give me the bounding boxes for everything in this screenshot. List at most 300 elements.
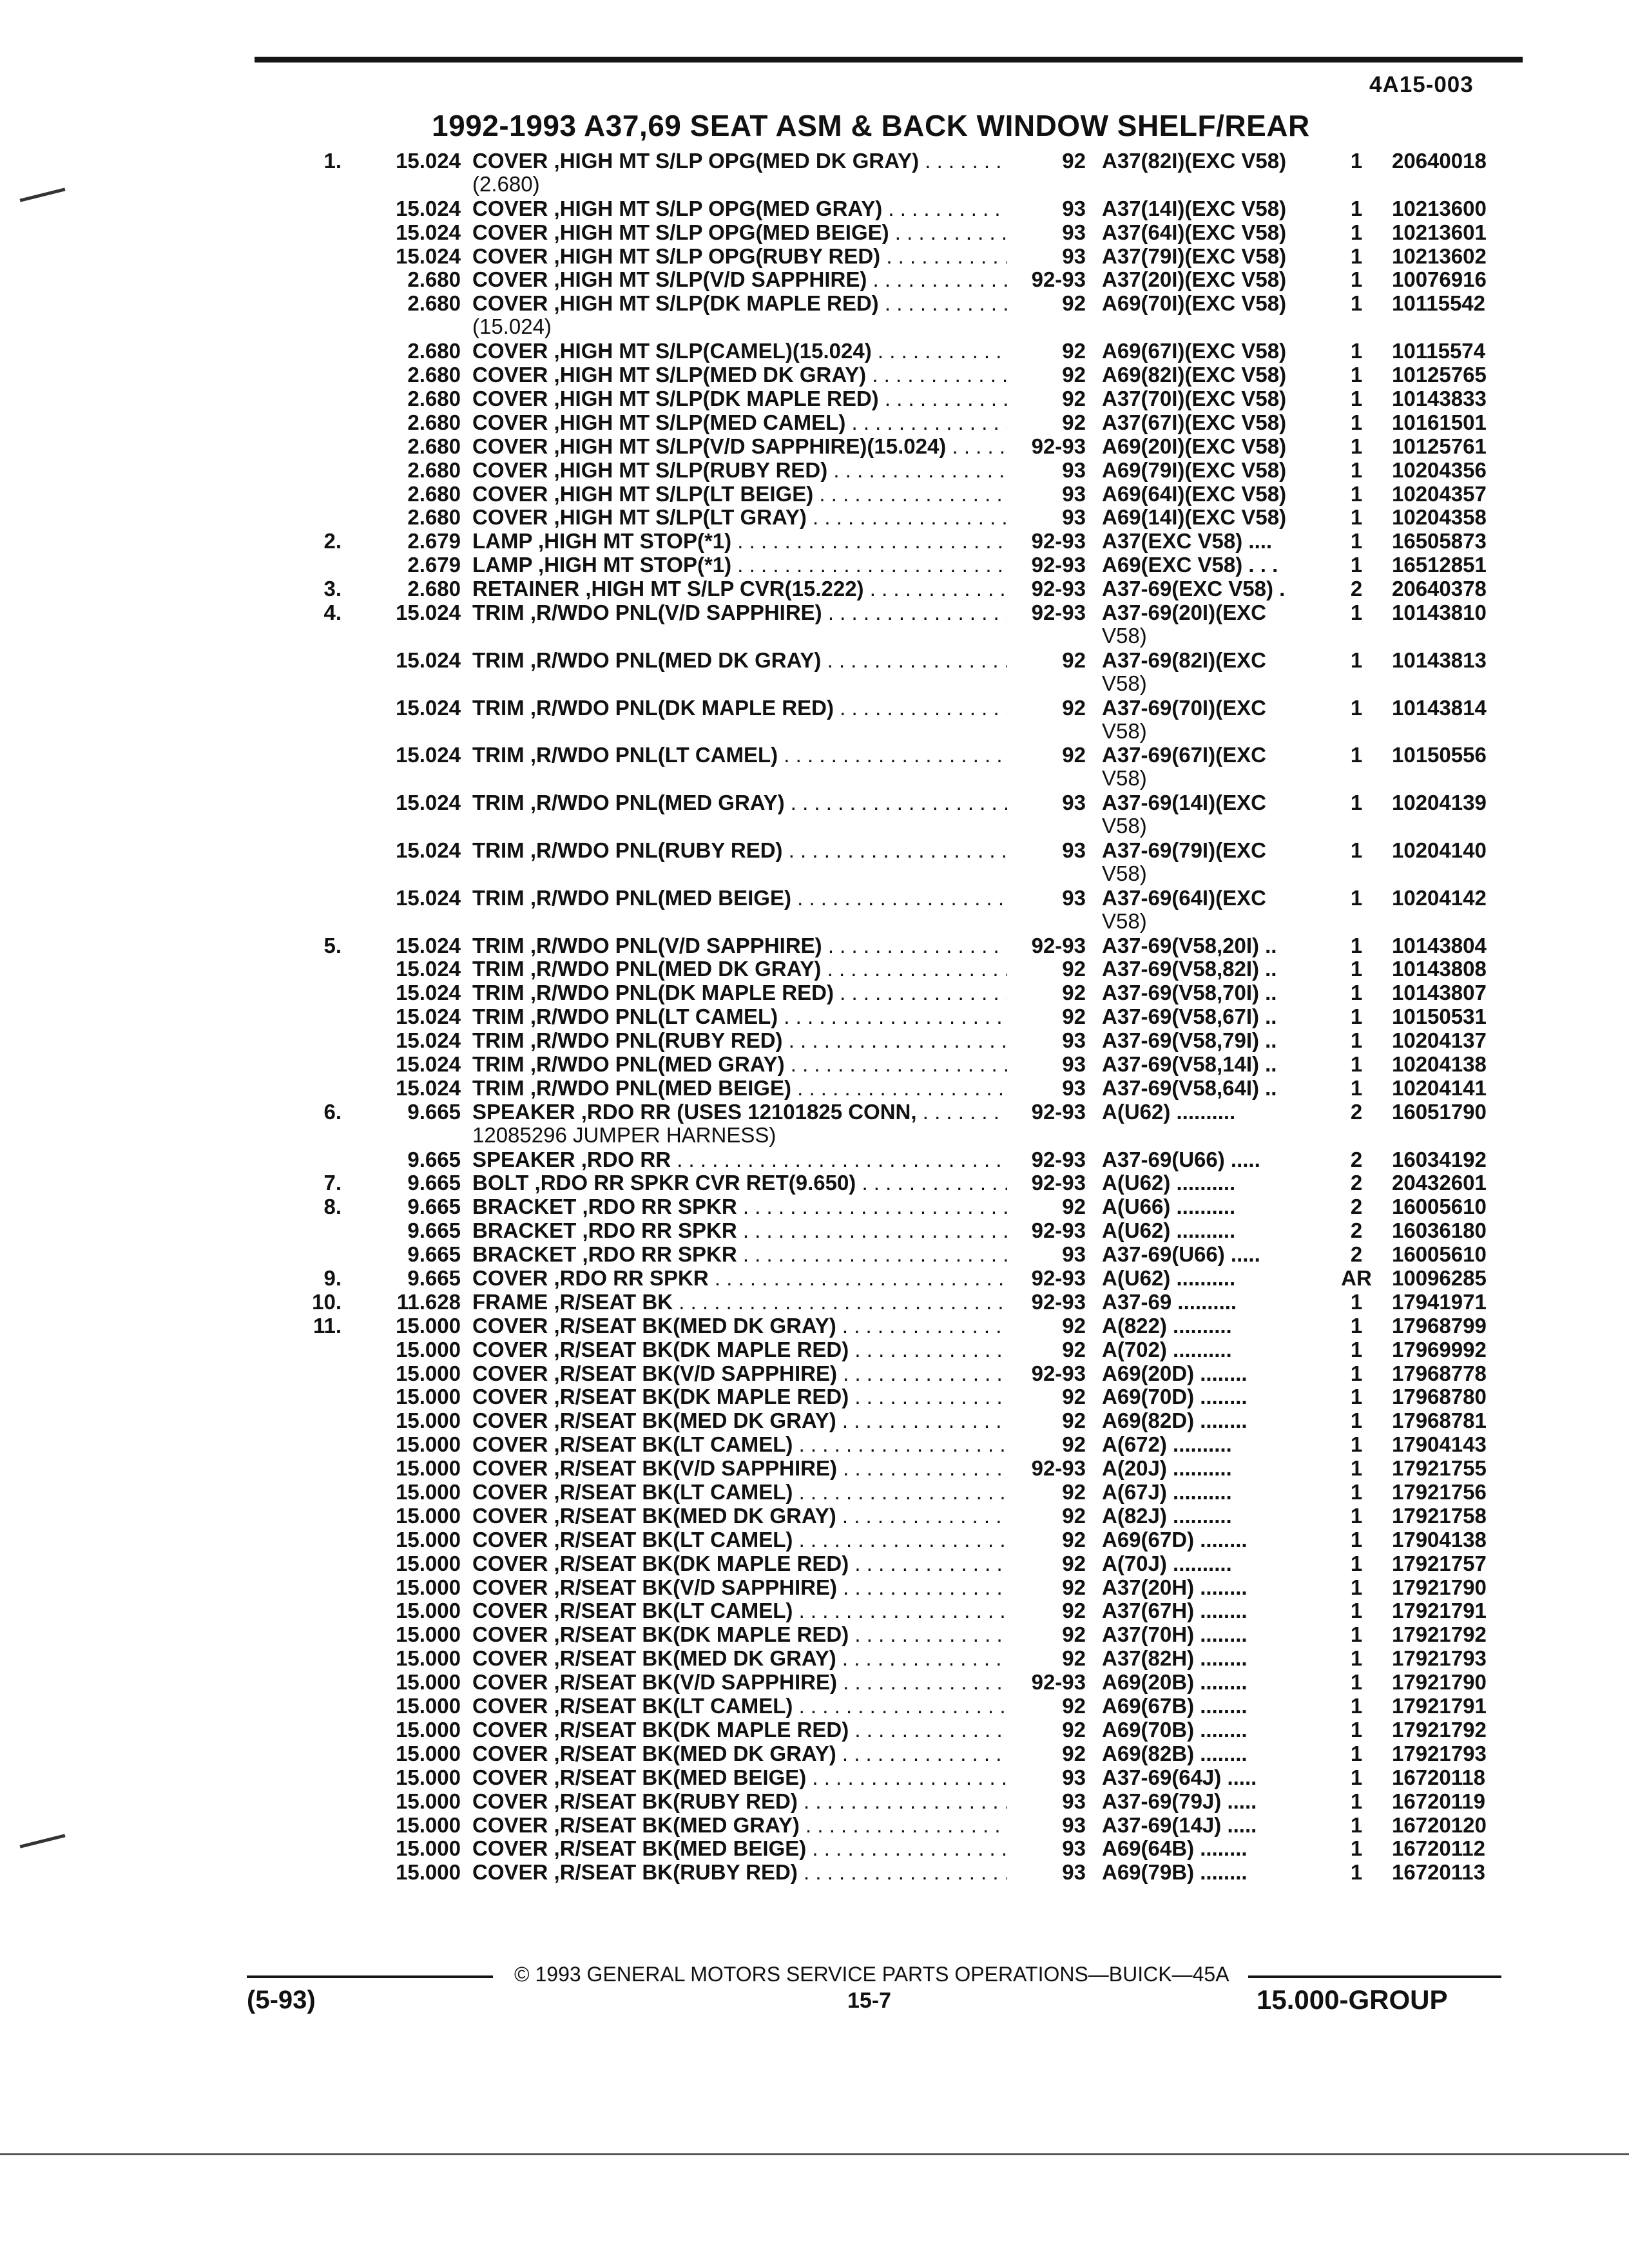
group-number: 2.680 <box>407 363 461 387</box>
parts-row <box>0 1481 1629 1504</box>
parts-row <box>0 459 1629 483</box>
part-description <box>472 791 1007 814</box>
parts-row <box>0 1148 1629 1172</box>
parts-row <box>0 1409 1629 1433</box>
quantity: 1 <box>1350 196 1363 220</box>
model-usage-line: A69(79B) ........ <box>1102 1861 1248 1885</box>
model-years: 92-93 <box>1031 1266 1086 1291</box>
model-years: 92 <box>1062 1313 1086 1338</box>
group-number: 15.024 <box>396 1075 461 1100</box>
group-number: 15.000 <box>396 1337 461 1361</box>
parts-row <box>0 1576 1629 1600</box>
model-usage <box>1102 1457 1331 1480</box>
part-number: 10096285 <box>1392 1266 1487 1291</box>
parts-row <box>0 435 1629 459</box>
scan-streak <box>0 2153 1629 2155</box>
part-description <box>472 1457 1007 1480</box>
quantity: 1 <box>1350 1836 1363 1861</box>
model-usage-line: A(U62) .......... <box>1102 1100 1236 1124</box>
group-number: 15.024 <box>396 1052 461 1076</box>
part-description <box>472 292 1007 338</box>
model-usage <box>1102 697 1331 743</box>
model-usage-line: A37-69(14I)(EXC <box>1102 791 1266 815</box>
group-number: 9.665 <box>407 1195 461 1219</box>
part-number: 17968778 <box>1392 1361 1487 1385</box>
model-years: 92 <box>1062 1717 1086 1742</box>
part-description-line: COVER ,R/SEAT BK(RUBY RED) . . . <box>472 1861 1007 1884</box>
model-usage <box>1102 1409 1331 1432</box>
part-description-line: TRIM ,R/WDO PNL(RUBY RED) . . . <box>472 839 1007 862</box>
model-usage-line: A37-69(V58,79I) .. <box>1102 1029 1277 1053</box>
model-years: 93 <box>1062 791 1086 815</box>
parts-row <box>0 363 1629 387</box>
model-usage-line: A69(70D) ........ <box>1102 1385 1248 1409</box>
part-description <box>472 1171 1007 1195</box>
quantity: 1 <box>1350 410 1363 434</box>
part-number: 17921757 <box>1392 1551 1487 1575</box>
parts-row <box>0 1314 1629 1338</box>
part-description <box>472 1647 1007 1670</box>
model-years: 93 <box>1062 1052 1086 1076</box>
parts-row <box>0 1077 1629 1100</box>
model-usage <box>1102 887 1331 933</box>
parts-row <box>0 1814 1629 1838</box>
part-description-line: TRIM ,R/WDO PNL(MED GRAY) . . . <box>472 1053 1007 1076</box>
quantity: 1 <box>1350 1575 1363 1599</box>
group-number: 15.000 <box>396 1599 461 1623</box>
model-usage-line: A37(14I)(EXC V58) <box>1102 197 1287 220</box>
parts-row <box>0 981 1629 1005</box>
group-number: 2.680 <box>407 291 461 316</box>
group-number: 15.000 <box>396 1385 461 1409</box>
group-number: 15.024 <box>396 981 461 1005</box>
group-number: 2.680 <box>407 505 461 530</box>
part-number: 16034192 <box>1392 1147 1487 1171</box>
part-description-line: COVER ,R/SEAT BK(MED GRAY) . . . <box>472 1814 1007 1837</box>
parts-row <box>0 387 1629 411</box>
part-description <box>472 1671 1007 1694</box>
parts-row <box>0 1171 1629 1195</box>
model-usage <box>1102 553 1331 577</box>
group-number: 15.000 <box>396 1551 461 1575</box>
parts-row <box>0 1362 1629 1386</box>
quantity: 1 <box>1350 1812 1363 1837</box>
parts-row <box>0 149 1629 197</box>
quantity: 1 <box>1350 457 1363 482</box>
model-usage <box>1102 530 1331 553</box>
part-number: 17904143 <box>1392 1432 1487 1457</box>
parts-row <box>0 1100 1629 1148</box>
part-description <box>472 1814 1007 1837</box>
model-usage-line: A(70J) .......... <box>1102 1552 1232 1575</box>
part-description-line: COVER ,HIGH MT S/LP(DK MAPLE RED) . . . <box>472 387 1007 410</box>
quantity: 2 <box>1350 577 1363 601</box>
quantity: 1 <box>1350 1860 1363 1885</box>
group-number: 2.680 <box>407 434 461 458</box>
quantity: 1 <box>1350 1075 1363 1100</box>
part-number: 10125765 <box>1392 363 1487 387</box>
group-number: 9.665 <box>407 1242 461 1267</box>
part-number: 16005610 <box>1392 1195 1487 1219</box>
model-years: 93 <box>1062 481 1086 506</box>
model-years: 92 <box>1062 291 1086 316</box>
model-usage <box>1102 1338 1331 1361</box>
group-number: 15.024 <box>396 149 461 173</box>
part-number: 10213602 <box>1392 244 1487 268</box>
part-description <box>472 1029 1007 1052</box>
ref-number: 3. <box>323 577 342 601</box>
parts-row <box>0 1718 1629 1742</box>
part-description-line: COVER ,R/SEAT BK(MED DK GRAY) . . . <box>472 1504 1007 1528</box>
part-number: 17921793 <box>1392 1741 1487 1765</box>
model-usage <box>1102 981 1331 1004</box>
group-number: 15.024 <box>396 933 461 957</box>
part-description <box>472 1481 1007 1504</box>
model-usage-line: A69(20B) ........ <box>1102 1671 1248 1695</box>
model-usage <box>1102 744 1331 790</box>
group-number: 15.000 <box>396 1622 461 1647</box>
quantity: 1 <box>1350 791 1363 815</box>
quantity: 1 <box>1350 1004 1363 1029</box>
part-description <box>472 957 1007 981</box>
part-description <box>472 1385 1007 1408</box>
model-usage-line: A69(82D) ........ <box>1102 1409 1248 1433</box>
quantity: 1 <box>1350 1503 1363 1528</box>
part-description-continuation: (2.680) <box>472 172 540 196</box>
model-usage <box>1102 245 1331 268</box>
part-description-line: BOLT ,RDO RR SPKR CVR RET(9.650) . . . <box>472 1171 1007 1195</box>
model-usage-line: A69(82B) ........ <box>1102 1742 1248 1765</box>
parts-row <box>0 1742 1629 1766</box>
model-usage-line: A37-69(70I)(EXC <box>1102 696 1266 720</box>
parts-row <box>0 197 1629 221</box>
part-number: 10115542 <box>1392 291 1486 316</box>
part-description <box>472 411 1007 434</box>
part-description-line: TRIM ,R/WDO PNL(DK MAPLE RED) . . . <box>472 697 1007 720</box>
group-number: 15.000 <box>396 1527 461 1552</box>
quantity: 1 <box>1350 1765 1363 1789</box>
model-years: 93 <box>1062 1836 1086 1861</box>
model-usage <box>1102 1267 1331 1290</box>
model-years: 92 <box>1062 1004 1086 1029</box>
model-usage <box>1102 149 1331 173</box>
model-usage-continuation: V58) <box>1102 623 1147 648</box>
model-usage-line: A69(64B) ........ <box>1102 1837 1248 1861</box>
group-number: 15.024 <box>396 220 461 244</box>
model-usage <box>1102 1053 1331 1076</box>
part-number: 10076916 <box>1392 267 1487 292</box>
model-years: 92 <box>1062 1622 1086 1647</box>
part-description <box>472 1790 1007 1813</box>
model-years: 92-93 <box>1031 1361 1086 1385</box>
footer-rule-right <box>1248 1975 1501 1978</box>
quantity: 1 <box>1350 267 1363 292</box>
part-description-line: COVER ,R/SEAT BK(DK MAPLE RED) . . . <box>472 1718 1007 1742</box>
part-description-line: COVER ,HIGH MT S/LP OPG(MED GRAY) . . . <box>472 197 1007 220</box>
quantity: AR <box>1341 1266 1372 1291</box>
group-number: 15.024 <box>396 957 461 981</box>
quantity: 1 <box>1350 1385 1363 1409</box>
group-number: 15.024 <box>396 695 461 720</box>
part-number: 10204142 <box>1392 885 1487 910</box>
group-number: 15.000 <box>396 1480 461 1504</box>
model-usage-line: A37-69(14J) ..... <box>1102 1813 1257 1837</box>
part-number: 17921791 <box>1392 1694 1487 1718</box>
quantity: 1 <box>1350 648 1363 672</box>
model-usage-line: A37(67I)(EXC V58) <box>1102 410 1287 434</box>
ref-number: 5. <box>323 933 342 957</box>
model-usage-line: A69(20I)(EXC V58) <box>1102 434 1287 458</box>
model-years: 92 <box>1062 410 1086 434</box>
model-years: 93 <box>1062 1789 1086 1813</box>
part-number: 10204358 <box>1392 505 1487 530</box>
model-years: 92 <box>1062 957 1086 981</box>
parts-row <box>0 553 1629 577</box>
parts-row <box>0 1267 1629 1291</box>
part-description-line: TRIM ,R/WDO PNL(MED DK GRAY) . . . <box>472 649 1007 672</box>
model-usage-line: A37-69(64I)(EXC <box>1102 886 1266 910</box>
model-years: 92 <box>1062 1575 1086 1599</box>
part-number: 10204141 <box>1392 1075 1487 1100</box>
group-number: 2.680 <box>407 339 461 363</box>
model-usage-line: A37(79I)(EXC V58) <box>1102 244 1287 268</box>
part-description <box>472 435 1007 458</box>
part-description-continuation: 12085296 JUMPER HARNESS) <box>472 1122 776 1147</box>
model-years: 92-93 <box>1031 434 1086 458</box>
part-description-line: COVER ,R/SEAT BK(V/D SAPPHIRE) . . . <box>472 1362 1007 1385</box>
model-usage <box>1102 1599 1331 1622</box>
model-usage-line: A37(20H) ........ <box>1102 1575 1248 1599</box>
parts-row <box>0 268 1629 292</box>
parts-row <box>0 577 1629 601</box>
model-usage <box>1102 292 1331 315</box>
parts-row <box>0 1599 1629 1623</box>
ref-number: 10. <box>312 1289 342 1314</box>
model-usage-line: A37-69(EXC V58) . <box>1102 577 1286 601</box>
quantity: 1 <box>1350 600 1363 624</box>
part-number: 16512851 <box>1392 553 1487 577</box>
model-usage-line: A37-69(U66) ..... <box>1102 1148 1260 1171</box>
parts-row <box>0 1195 1629 1219</box>
quantity: 1 <box>1350 434 1363 458</box>
group-number: 15.000 <box>396 1836 461 1861</box>
parts-row <box>0 1291 1629 1314</box>
model-usage-line: A37(82H) ........ <box>1102 1647 1248 1671</box>
part-description <box>472 601 1007 624</box>
model-years: 93 <box>1062 1812 1086 1837</box>
ref-number: 8. <box>323 1195 342 1219</box>
quantity: 1 <box>1350 1480 1363 1504</box>
model-usage <box>1102 435 1331 458</box>
model-years: 93 <box>1062 505 1086 530</box>
model-usage-continuation: V58) <box>1102 908 1147 933</box>
part-description <box>472 1409 1007 1432</box>
model-usage-line: A69(64I)(EXC V58) <box>1102 482 1287 506</box>
model-usage-line: A37-69(20I)(EXC <box>1102 601 1266 624</box>
group-number: 15.000 <box>396 1361 461 1385</box>
part-description <box>472 1219 1007 1242</box>
part-description <box>472 1005 1007 1028</box>
quantity: 1 <box>1350 1337 1363 1361</box>
quantity: 1 <box>1350 1622 1363 1647</box>
group-number: 15.000 <box>396 1408 461 1433</box>
parts-row <box>0 1861 1629 1885</box>
part-number: 10204138 <box>1392 1052 1487 1076</box>
model-usage <box>1102 1005 1331 1028</box>
model-years: 92 <box>1062 1694 1086 1718</box>
part-description-line: COVER ,R/SEAT BK(V/D SAPPHIRE) . . . <box>472 1671 1007 1694</box>
group-number: 9.665 <box>407 1218 461 1243</box>
parts-row <box>0 1766 1629 1790</box>
quantity: 1 <box>1350 363 1363 387</box>
model-years: 92 <box>1062 1480 1086 1504</box>
quantity: 1 <box>1350 553 1363 577</box>
part-description-line: COVER ,HIGH MT S/LP(V/D SAPPHIRE)(15.024) . . . <box>472 435 1007 458</box>
model-usage-continuation: V58) <box>1102 671 1147 695</box>
quantity: 1 <box>1350 529 1363 553</box>
quantity: 1 <box>1350 505 1363 530</box>
parts-row <box>0 245 1629 269</box>
part-number: 10161501 <box>1392 410 1487 434</box>
part-description-line: COVER ,HIGH MT S/LP(LT BEIGE) . . . <box>472 483 1007 506</box>
part-number: 10204139 <box>1392 791 1487 815</box>
model-years: 93 <box>1062 838 1086 862</box>
part-number: 16720113 <box>1392 1860 1486 1885</box>
model-usage <box>1102 1790 1331 1813</box>
part-description <box>472 1552 1007 1575</box>
model-usage-continuation: V58) <box>1102 766 1147 791</box>
group-number: 2.679 <box>407 553 461 577</box>
model-usage <box>1102 363 1331 387</box>
model-years: 92-93 <box>1031 1289 1086 1314</box>
part-number: 17921790 <box>1392 1670 1487 1695</box>
part-description-line: TRIM ,R/WDO PNL(MED DK GRAY) . . . <box>472 957 1007 981</box>
parts-row <box>0 1528 1629 1552</box>
model-years: 93 <box>1062 196 1086 220</box>
model-years: 93 <box>1062 1028 1086 1053</box>
part-description <box>472 221 1007 244</box>
group-number: 2.680 <box>407 267 461 292</box>
parts-row <box>0 744 1629 791</box>
model-usage <box>1102 649 1331 695</box>
part-number: 16720118 <box>1392 1765 1486 1789</box>
group-number: 15.024 <box>396 743 461 767</box>
model-usage <box>1102 1814 1331 1837</box>
part-description-line: COVER ,HIGH MT S/LP(CAMEL)(15.024) . . . <box>472 340 1007 363</box>
group-number: 2.680 <box>407 457 461 482</box>
model-usage <box>1102 1766 1331 1789</box>
parts-row <box>0 1005 1629 1029</box>
group-number: 15.000 <box>396 1670 461 1695</box>
model-usage <box>1102 1695 1331 1718</box>
part-description-line: COVER ,HIGH MT S/LP OPG(MED BEIGE) . . . <box>472 221 1007 244</box>
part-description-line: SPEAKER ,RDO RR (USES 12101825 CONN, . . . <box>472 1100 1007 1124</box>
group-number: 15.024 <box>396 244 461 268</box>
model-years: 93 <box>1062 457 1086 482</box>
model-usage <box>1102 1385 1331 1408</box>
model-years: 92-93 <box>1031 1456 1086 1481</box>
model-usage <box>1102 1837 1331 1860</box>
quantity: 1 <box>1350 1432 1363 1457</box>
quantity: 1 <box>1350 1028 1363 1053</box>
part-description <box>472 1291 1007 1314</box>
model-years: 92-93 <box>1031 933 1086 957</box>
part-description-line: LAMP ,HIGH MT STOP(*1) . . . <box>472 530 1007 553</box>
quantity: 1 <box>1350 1361 1363 1385</box>
model-usage-line: A(U62) .......... <box>1102 1219 1236 1243</box>
ref-number: 1. <box>323 149 342 173</box>
model-usage-line: A(82J) .......... <box>1102 1504 1232 1528</box>
part-number: 17921791 <box>1392 1599 1487 1623</box>
part-description-line: TRIM ,R/WDO PNL(MED GRAY) . . . <box>472 791 1007 814</box>
part-description <box>472 1695 1007 1718</box>
part-description-line: TRIM ,R/WDO PNL(DK MAPLE RED) . . . <box>472 981 1007 1004</box>
part-number: 10143804 <box>1392 933 1487 957</box>
parts-row <box>0 1647 1629 1671</box>
model-usage-line: A69(67D) ........ <box>1102 1528 1248 1552</box>
part-description <box>472 1077 1007 1100</box>
group-number: 15.000 <box>396 1765 461 1789</box>
model-years: 92 <box>1062 743 1086 767</box>
model-usage-line: A(U62) .......... <box>1102 1267 1236 1291</box>
part-description <box>472 1766 1007 1789</box>
part-number: 17921756 <box>1392 1480 1487 1504</box>
model-usage <box>1102 1671 1331 1694</box>
part-description <box>472 245 1007 268</box>
quantity: 1 <box>1350 1408 1363 1433</box>
model-years: 92 <box>1062 695 1086 720</box>
model-years: 92-93 <box>1031 1147 1086 1171</box>
model-years: 92 <box>1062 648 1086 672</box>
model-usage-line: A(U62) .......... <box>1102 1171 1236 1195</box>
part-description-line: COVER ,R/SEAT BK(LT CAMEL) . . . <box>472 1481 1007 1504</box>
model-usage-continuation: V58) <box>1102 814 1147 838</box>
model-years: 92 <box>1062 339 1086 363</box>
part-description <box>472 1314 1007 1338</box>
parts-row <box>0 839 1629 887</box>
parts-row <box>0 1433 1629 1457</box>
part-description <box>472 340 1007 363</box>
model-years: 93 <box>1062 1242 1086 1267</box>
model-usage-continuation: V58) <box>1102 718 1147 743</box>
part-description <box>472 744 1007 767</box>
part-description <box>472 506 1007 529</box>
group-number: 2.680 <box>407 577 461 601</box>
part-description-line: BRACKET ,RDO RR SPKR . . . <box>472 1219 1007 1242</box>
part-number: 20640378 <box>1392 577 1487 601</box>
quantity: 2 <box>1350 1242 1363 1267</box>
model-usage-line: A37(20I)(EXC V58) <box>1102 268 1287 292</box>
parts-row <box>0 1385 1629 1409</box>
ref-number: 9. <box>323 1266 342 1291</box>
part-description <box>472 1504 1007 1528</box>
group-number: 15.000 <box>396 1694 461 1718</box>
model-usage-line: A37-69(V58,70I) .. <box>1102 981 1277 1005</box>
part-number: 10125761 <box>1392 434 1487 458</box>
model-usage <box>1102 1576 1331 1599</box>
quantity: 1 <box>1350 1694 1363 1718</box>
part-number: 17921793 <box>1392 1646 1487 1671</box>
part-number: 17921792 <box>1392 1622 1487 1647</box>
quantity: 1 <box>1350 1052 1363 1076</box>
part-description <box>472 1362 1007 1385</box>
part-description-line: TRIM ,R/WDO PNL(LT CAMEL) . . . <box>472 1005 1007 1028</box>
model-usage-line: A37-69(67I)(EXC <box>1102 744 1266 767</box>
part-description-line: COVER ,R/SEAT BK(DK MAPLE RED) . . . <box>472 1552 1007 1575</box>
model-years: 92 <box>1062 1551 1086 1575</box>
quantity: 2 <box>1350 1147 1363 1171</box>
group-number: 2.679 <box>407 529 461 553</box>
